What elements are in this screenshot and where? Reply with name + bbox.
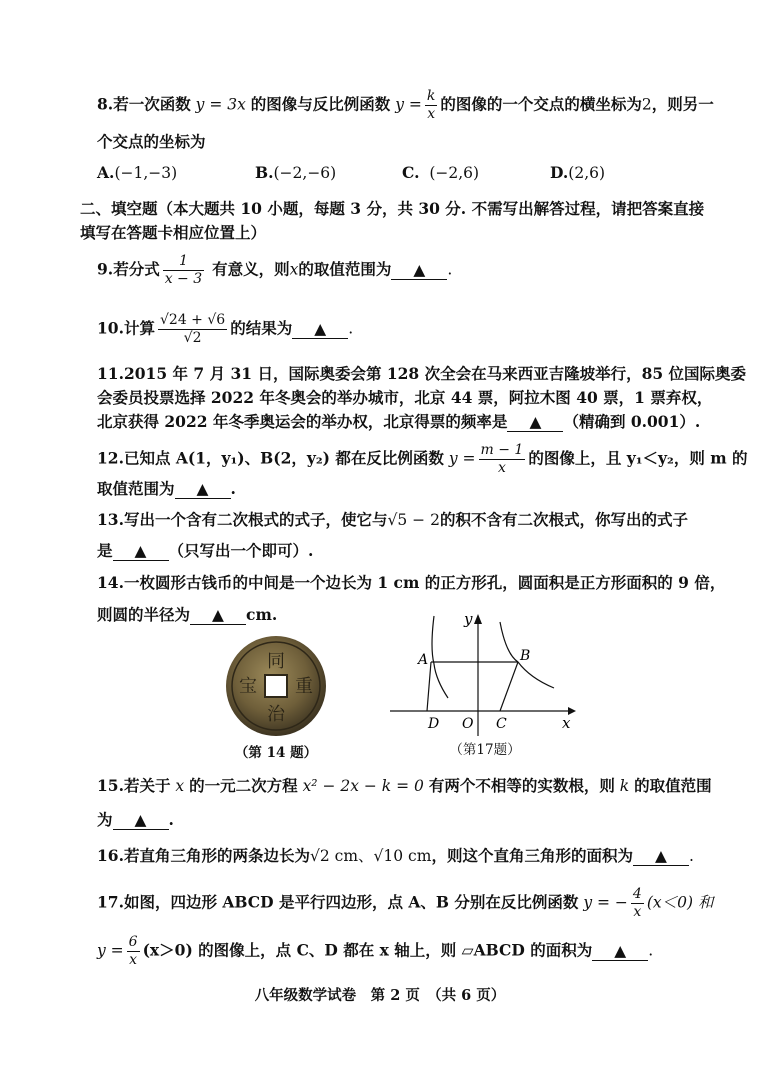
q15-text-c: 有两个不相等的实数根，则 (428, 776, 615, 795)
q16-end: . (688, 847, 694, 865)
label-C: C (496, 716, 507, 732)
q15-line1 (97, 775, 712, 797)
q8-option-d (550, 163, 605, 182)
q15-equation: x² − 2x − k = 0 (302, 777, 424, 795)
q8-option-c (402, 163, 479, 182)
q8-text-d: ，则另一 (651, 94, 714, 114)
q15-end: . (168, 810, 174, 829)
q15-number: 15. (97, 776, 124, 795)
q14-text-2a: 则圆的半径为 (97, 605, 191, 624)
q11-line2: 会委员投票选择 2022 年冬奥会的举办城市，北京 44 票，阿拉木图 40 票，1 票弃权， (97, 388, 713, 407)
q17-frac1-den: x (633, 904, 642, 920)
q17-number: 17. (97, 892, 124, 912)
q14-text-2b: cm. (246, 605, 278, 624)
q17-line1 (97, 886, 714, 921)
q14-line1 (97, 572, 726, 594)
q8-func1: y = 3x (195, 95, 246, 114)
page-footer: 八年级数学试卷 第 2 页 （共 6 页） (254, 987, 506, 1004)
q11-line1 (97, 363, 747, 385)
q17-func2: y = (97, 941, 124, 960)
q11-text-1: 2015 年 7 月 31 日，国际奥委会第 128 次全会在马来西亚吉隆坡举行，85 位国际奥委 (123, 364, 747, 383)
q12-line2 (97, 478, 690, 500)
q8-text-c: 的图像的一个交点的横坐标为 (440, 94, 642, 114)
answer-blank: ▲ (113, 811, 169, 830)
q8-number: 8. (97, 94, 114, 114)
q13-text-b: 的积不含有二次根式，你写出的式子 (439, 510, 688, 529)
q10-fraction (158, 312, 227, 347)
coin-char-right: 重 (295, 676, 313, 697)
q17-fraction2 (127, 934, 140, 969)
section2-heading-line1: 二、填空题（本大题共 10 小题，每题 3 分，共 30 分. 不需写出解答过程，请把答案直接 (80, 199, 705, 218)
q17-fraction1 (631, 886, 644, 921)
q12-line1 (97, 442, 748, 477)
q10-text-b: 的结果为 (230, 318, 293, 338)
q13-text-2b: （只写出一个即可）. (168, 541, 314, 560)
q17-frac2-den: x (129, 952, 138, 968)
q8-frac-num: k (426, 88, 436, 104)
q8-option-c-label: C. (402, 163, 420, 182)
q12-frac-num: m − 1 (480, 442, 524, 458)
q8-option-d-label: D. (550, 163, 569, 182)
q8-option-b-value: (−2,−6) (273, 164, 337, 182)
q15-var: x (175, 777, 185, 795)
q16-text-a: 若直角三角形的两条边长为 (123, 846, 310, 865)
answer-blank: ▲ (592, 942, 648, 961)
q11-text-3a: 北京获得 2022 年冬季奥运会的举办权，北京得票的频率是 (97, 412, 508, 431)
q9-text-a: 若分式 (113, 259, 160, 279)
y-axis-arrow (474, 614, 482, 624)
q8-frac-den: x (427, 106, 436, 122)
coin-char-left: 宝 (239, 676, 257, 697)
answer-blank: ▲ (633, 847, 689, 866)
q17-frac2-num: 6 (128, 934, 138, 950)
q17-text-a: 如图，四边形 ABCD 是平行四边形，点 A、B 分别在反比例函数 (123, 892, 579, 912)
q17-end: . (648, 941, 654, 960)
q12-end: . (230, 479, 236, 498)
q11-line3 (97, 411, 701, 433)
q15-var2: k (619, 777, 630, 795)
q10-end: . (348, 319, 354, 338)
q17-frac1-num: 4 (632, 886, 642, 902)
label-A: A (418, 652, 429, 668)
q12-fraction (479, 442, 526, 477)
q15-text-b: 的一元二次方程 (189, 776, 298, 795)
q8-line2: 个交点的坐标为 (97, 132, 206, 151)
section2-heading-line2: 填写在答题卡相应位置上） (80, 223, 267, 242)
side-AD (427, 662, 431, 711)
q8-fraction (425, 88, 437, 123)
answer-blank: ▲ (507, 413, 563, 432)
label-B: B (520, 648, 531, 664)
q16-text-b: ，则这个直角三角形的面积为 (431, 846, 633, 865)
q9-var: x (289, 260, 299, 279)
side-BC (500, 662, 518, 711)
fig14-caption: （第 14 题） (234, 745, 318, 761)
q13-text-a: 写出一个含有二次根式的式子，使它与 (123, 510, 388, 529)
q8-option-a-label: A. (97, 163, 115, 182)
q15-line2 (97, 809, 690, 831)
q10-text-a: 计算 (123, 318, 155, 338)
q9-frac-num: 1 (163, 253, 204, 271)
answer-blank: ▲ (190, 606, 246, 625)
answer-blank: ▲ (113, 542, 169, 561)
q8-option-c-value: (−2,6) (429, 164, 480, 182)
label-O: O (462, 716, 474, 732)
coin-figure (224, 634, 328, 738)
q15-text-2: 为 (97, 810, 113, 829)
q12-frac-den: x (497, 460, 506, 476)
coin-char-top: 同 (267, 651, 285, 672)
q16-values: √2 cm、√10 cm (309, 847, 432, 865)
q11-text-3b: （精确到 0.001）. (563, 412, 701, 431)
answer-blank: ▲ (175, 480, 231, 499)
q8-line1 (97, 88, 714, 123)
q10-number: 10. (97, 318, 124, 338)
q10 (97, 312, 690, 347)
q12-text-b: 的图像上，且 y₁＜y₂，则 m 的 (528, 448, 748, 468)
q13-number: 13. (97, 510, 124, 529)
q8-option-b (255, 163, 336, 182)
q10-frac-num: √24 + √6 (159, 312, 226, 328)
q12-text-a: 已知点 A(1，y₁)、B(2，y₂) 都在反比例函数 (123, 448, 444, 468)
q11-number: 11. (97, 364, 124, 383)
q17-line2 (97, 934, 690, 969)
q17-func1: y = − (583, 893, 628, 912)
q9-number: 9. (97, 259, 114, 279)
q12-number: 12. (97, 448, 124, 468)
fig17-caption: （第17题） (449, 742, 521, 758)
q8-option-d-value: (2,6) (568, 164, 606, 182)
q9-end: . (447, 260, 453, 279)
q9-frac-den: x − 3 (164, 271, 203, 287)
q15-text-a: 若关于 (123, 776, 171, 795)
q15-text-d: 的取值范围 (634, 776, 712, 795)
q8-text-b: 的图像与反比例函数 (250, 94, 391, 114)
coin-square-hole (265, 675, 287, 697)
q17-text-b: (x＞0) 的图像上，点 C、D 都在 x 轴上，则 ▱ABCD 的面积为 (142, 940, 593, 960)
label-D: D (428, 716, 440, 732)
q9 (97, 253, 690, 288)
q14-text-1: 一枚圆形古钱币的中间是一个边长为 1 cm 的正方形孔，圆面积是正方形面积的 9 倍， (123, 573, 726, 592)
q8-value: 2 (641, 95, 652, 114)
q17-cond1: (x＜0) 和 (646, 893, 714, 912)
q16 (97, 845, 694, 867)
q9-text-c: 的取值范围为 (298, 259, 392, 279)
q12-func: y = (448, 449, 476, 468)
label-y: y (464, 610, 473, 628)
q16-number: 16. (97, 846, 124, 865)
q9-text-b: 有意义，则 (212, 259, 290, 279)
q9-fraction (163, 253, 204, 288)
answer-blank: ▲ (391, 261, 447, 280)
q8-option-b-label: B. (255, 163, 274, 182)
q10-frac-den: √2 (183, 330, 202, 346)
q8-text: 若一次函数 (113, 94, 191, 114)
curve-left (432, 616, 448, 698)
q14-number: 14. (97, 573, 124, 592)
q8-option-a (97, 163, 177, 182)
q13-expr: √5 − 2 (387, 511, 440, 529)
q13-line1 (97, 509, 690, 531)
q13-line2 (97, 540, 690, 562)
label-x: x (562, 714, 571, 732)
q8-option-a-value: (−1,−3) (114, 164, 178, 182)
answer-blank: ▲ (292, 320, 348, 339)
q8-func2: y = (395, 95, 422, 114)
q13-text-2a: 是 (97, 541, 113, 560)
q12-text-2: 取值范围为 (97, 479, 175, 498)
coin-char-bottom: 治 (267, 704, 285, 725)
fig17-graph (390, 608, 590, 738)
